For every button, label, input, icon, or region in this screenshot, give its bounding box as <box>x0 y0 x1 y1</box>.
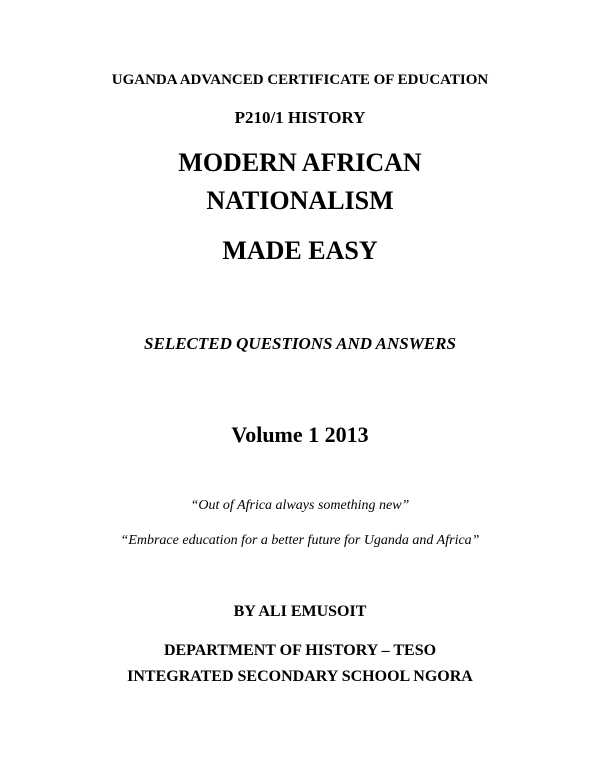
quote-1: “Out of Africa always something new” <box>190 498 410 513</box>
department-line-1: DEPARTMENT OF HISTORY – TESO <box>163 642 437 659</box>
author-line: BY ALI EMUSOIT <box>233 603 367 620</box>
volume-label: Volume 1 2013 <box>231 422 369 447</box>
quote-2: “Embrace education for a better future for Uganda and Africa” <box>120 533 480 548</box>
paper-code-heading: P210/1 HISTORY <box>234 108 366 127</box>
title-line-3: MADE EASY <box>222 236 378 265</box>
subtitle: SELECTED QUESTIONS AND ANSWERS <box>144 334 456 353</box>
department-line-2: INTEGRATED SECONDARY SCHOOL NGORA <box>127 668 473 685</box>
title-line-1: MODERN AFRICAN <box>178 148 422 177</box>
title-line-2: NATIONALISM <box>206 186 394 215</box>
exam-body-heading: UGANDA ADVANCED CERTIFICATE OF EDUCATION <box>111 72 489 88</box>
